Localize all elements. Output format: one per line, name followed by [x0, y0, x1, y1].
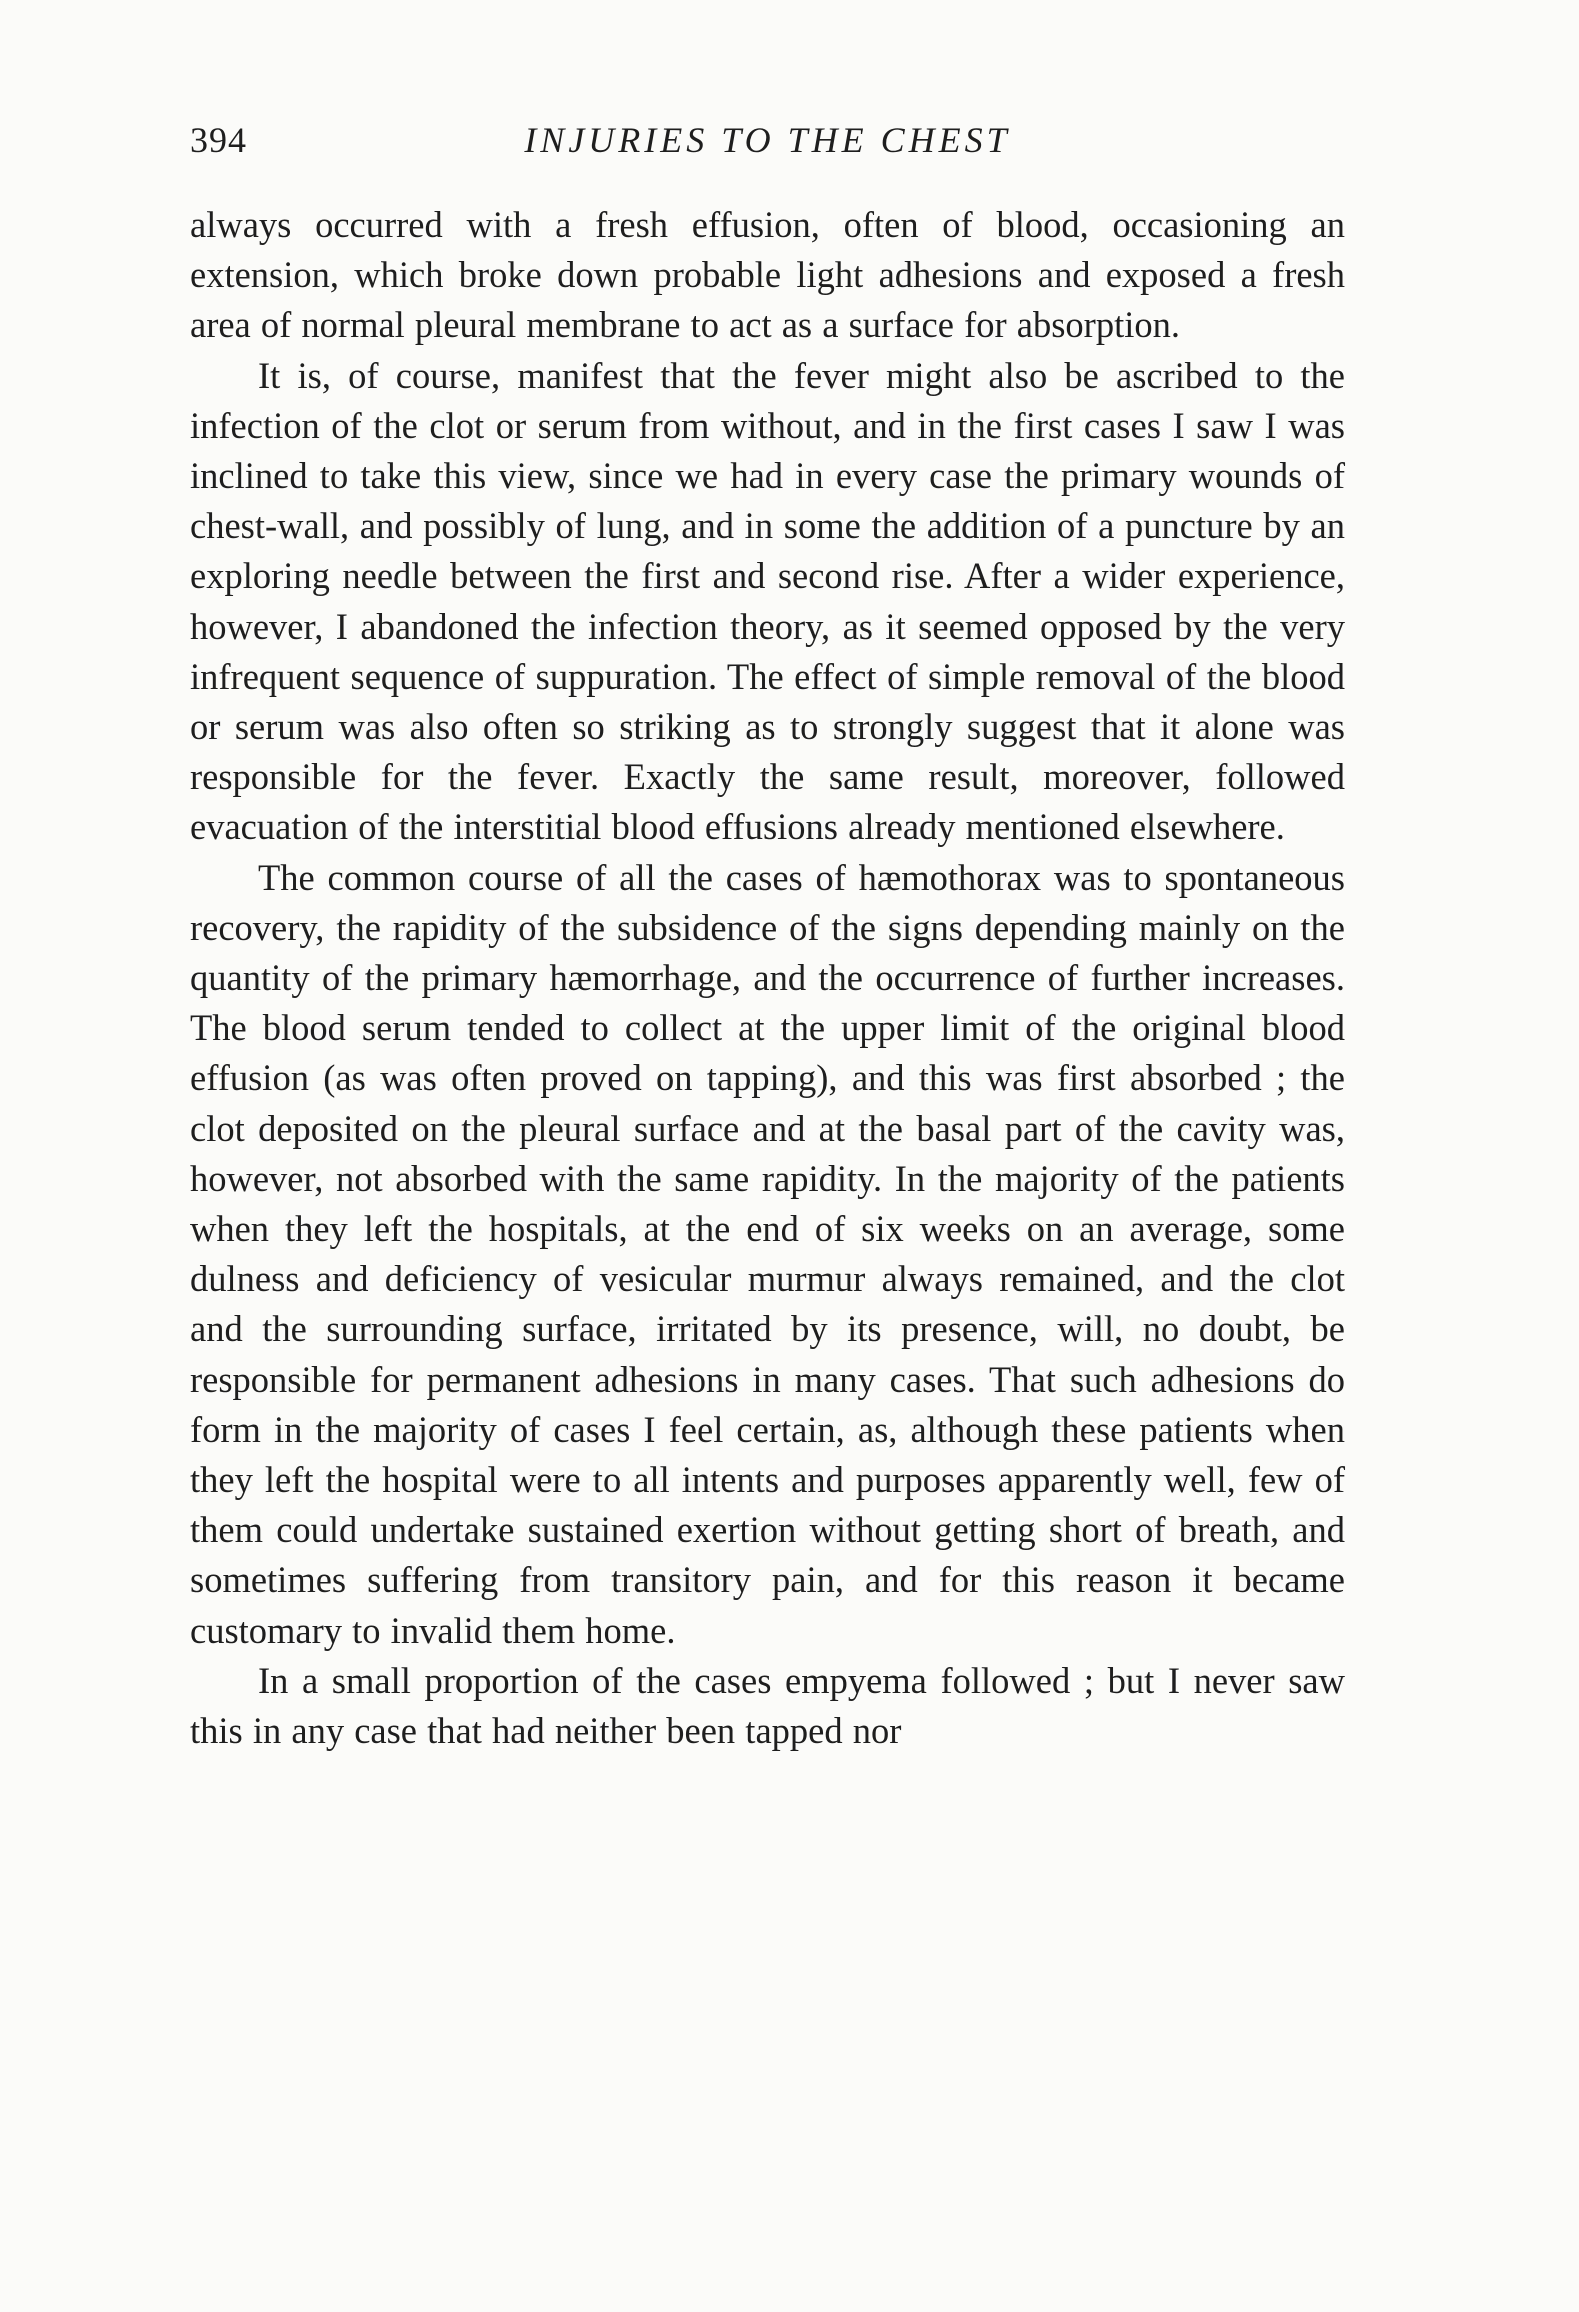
running-head — [190, 110, 1345, 170]
chapter-title: INJURIES TO THE CHEST — [524, 120, 1011, 160]
body-text — [190, 200, 1345, 1756]
book-page — [190, 110, 1345, 2270]
paragraph: The common course of all the cases of hæmothorax was to spontaneous recovery, the rapidity of the subsidence of the signs depending mainly on the quantity of the primary hæmorrhage, and the occurrence of further increases. The blood serum tended to collect at the upper limit of the original blood effusion (as was often proved on tapping), and this was first absorbed ; the clot deposited on the pleural surface and at the basal part of the cavity was, however, not absorbed with the same rapidity. In the majority of the patients when they left the hospitals, at the end of six weeks on an average, some dulness and deficiency of vesicular murmur always remained, and the clot and the surrounding surface, irritated by its presence, will, no doubt, be responsible for permanent adhesions in many cases. That such adhesions do form in the majority of cases I feel certain, as, although these patients when they left the hospital were to all intents and purposes apparently well, few of them could undertake sustained exertion without getting short of breath, and sometimes suffering from transitory pain, and for this reason it became customary to invalid them home. — [190, 856, 1345, 1651]
page-number: 394 — [190, 120, 247, 160]
paragraph: always occurred with a fresh effusion, often of blood, occasioning an extension, which broke down probable light adhesions and exposed a fresh area of normal pleural membrane to act as a surface for absorption. — [190, 204, 1345, 346]
paragraph: It is, of course, manifest that the fever might also be ascribed to the infection of the clot or serum from without, and in the first cases I saw I was inclined to take this view, since we had in every case the primary wounds of chest-wall, and possibly of lung, and in some the addition of a puncture by an exploring needle between the first and second rise. After a wider experience, however, I abandoned the infection theory, as it seemed opposed by the very infrequent sequence of suppuration. The effect of simple removal of the blood or serum was also often so striking as to strongly suggest that it alone was responsible for the fever. Exactly the same result, moreover, followed evacuation of the interstitial blood effusions already mentioned elsewhere. — [190, 354, 1345, 848]
paragraph: In a small proportion of the cases empyema followed ; but I never saw this in any case that had neither been tapped nor — [190, 1659, 1345, 1752]
